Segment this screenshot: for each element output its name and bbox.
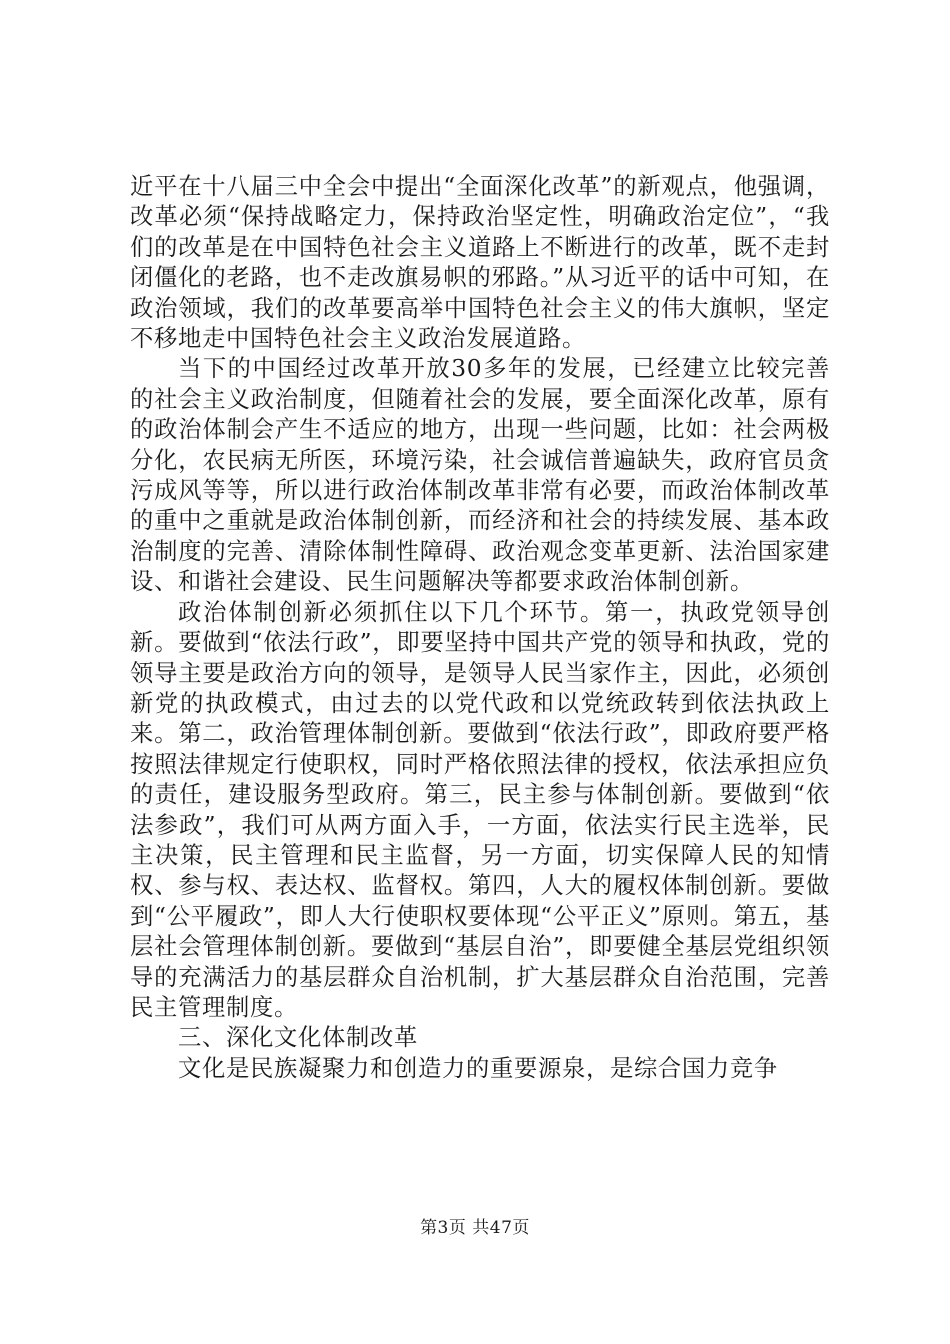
paragraph-culture: 文化是民族凝聚力和创造力的重要源泉，是综合国力竞争 xyxy=(178,1054,778,1082)
paragraph-continuation: 近平在十八届三中全会中提出“全面深化改革”的新观点，他强调，改革必须“保持战略定力，保持政治坚定性，明确政治定位”，“我们的改革是在中国特色社会主义道路上不断进行的改革，既不走封闭僵化的老路，也不走改旗易帜的邪路。”从习近平的话中可知，在政治领域，我们的改革要高举中国特色社会主义的伟大旗帜，坚定不移地走中国特色社会主义政治发展道路。 xyxy=(130,173,830,353)
paragraph-political-system: 当下的中国经过改革开放30多年的发展，已经建立比较完善的社会主义政治制度，但随着社会的发展，要全面深化改革，原有的政治体制会产生不适应的地方，出现一些问题，比如：社会两极分化，农民病无所医，环境污染，社会诚信普遍缺失，政府官员贪污成风等等，所以进行政治体制改革非常有必要，而政治体制改革的重中之重就是政治体制创新，而经济和社会的持续发展、基本政治制度的完善、清除体制性障碍、政治观念变革更新、法治国家建设、和谐社会建设、民生问题解决等都要求政治体制创新。 xyxy=(130,355,830,596)
document-body xyxy=(130,172,830,1084)
paragraph-innovation-links: 政治体制创新必须抓住以下几个环节。第一，执政党领导创新。要做到“依法行政”，即要坚持中国共产党的领导和执政，党的领导主要是政治方向的领导，是领导人民当家作主，因此，必须创新党的执政模式，由过去的以党代政和以党统政转到依法执政上来。第二，政治管理体制创新。要做到“依法行政”，即政府要严格按照法律规定行使职权，同时严格依照法律的授权，依法承担应负的责任，建设服务型政府。第三，民主参与体制创新。要做到“依法参政”，我们可从两方面入手，一方面，依法实行民主选举，民主决策，民主管理和民主监督，另一方面，切实保障人民的知情权、参与权、表达权、监督权。第四，人大的履权体制创新。要做到“公平履政”，即人大行使职权要体现“公平正义”原则。第五，基层社会管理体制创新。要做到“基层自治”，即要健全基层党组织领导的充满活力的基层群众自治机制，扩大基层群众自治范围，完善民主管理制度。 xyxy=(130,598,830,1021)
page-number-footer: 第3页 共47页 xyxy=(420,1218,530,1238)
section-heading-culture-reform: 三、深化文化体制改革 xyxy=(178,1024,418,1052)
